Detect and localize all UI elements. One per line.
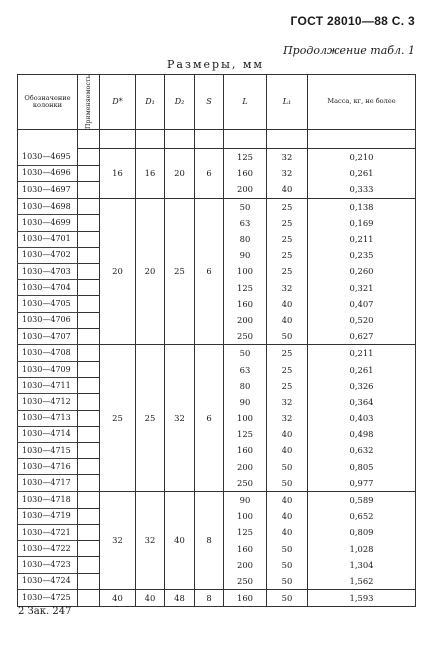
column-code: 1030—4708 <box>18 345 78 362</box>
l1-cell: 50 <box>267 459 308 475</box>
l-cell: 80 <box>224 231 267 247</box>
applicability-cell <box>78 590 100 607</box>
group-s-cell: 6 <box>195 345 224 492</box>
l1-cell: 50 <box>267 573 308 590</box>
applicability-cell <box>78 410 100 426</box>
mass-cell: 0,211 <box>308 345 416 362</box>
l1-cell: 32 <box>267 410 308 426</box>
column-code: 1030—4709 <box>18 362 78 378</box>
l-cell: 125 <box>224 280 267 296</box>
mass-cell: 0,809 <box>308 524 416 540</box>
l-cell: 160 <box>224 296 267 312</box>
standard-header: ГОСТ 28010—88 С. 3 <box>290 14 415 28</box>
mass-cell: 1,562 <box>308 573 416 590</box>
column-code: 1030—4706 <box>18 312 78 328</box>
mass-cell: 0,210 <box>308 149 416 166</box>
l1-cell: 40 <box>267 443 308 459</box>
applicability-cell <box>78 149 100 166</box>
l-cell: 50 <box>224 345 267 362</box>
column-code: 1030—4722 <box>18 541 78 557</box>
group-d-cell: 25 <box>100 345 136 492</box>
l1-cell: 25 <box>267 247 308 263</box>
table-row <box>18 198 416 215</box>
mass-cell: 0,261 <box>308 165 416 181</box>
l-cell: 125 <box>224 426 267 442</box>
l-cell: 50 <box>224 198 267 215</box>
l1-cell: 50 <box>267 328 308 345</box>
column-code: 1030—4714 <box>18 426 78 442</box>
l1-cell: 32 <box>267 165 308 181</box>
mass-cell: 0,407 <box>308 296 416 312</box>
l-cell: 200 <box>224 312 267 328</box>
column-code: 1030—4716 <box>18 459 78 475</box>
l-cell: 160 <box>224 165 267 181</box>
l-cell: 160 <box>224 541 267 557</box>
l-cell: 125 <box>224 524 267 540</box>
applicability-cell <box>78 459 100 475</box>
table-row <box>18 590 416 607</box>
group-d1-cell: 32 <box>136 492 165 590</box>
applicability-cell <box>78 263 100 279</box>
col-l1-header: L₁ <box>267 75 308 130</box>
footer-order-number: 2 Зак. 247 <box>18 606 72 617</box>
l-cell: 250 <box>224 573 267 590</box>
col-d-header: D* <box>100 75 136 130</box>
applicability-cell <box>78 182 100 199</box>
group-d-cell: 16 <box>100 149 136 199</box>
group-d1-cell: 25 <box>136 345 165 492</box>
spacer-row <box>18 130 416 149</box>
l-cell: 100 <box>224 508 267 524</box>
l-cell: 250 <box>224 328 267 345</box>
column-code: 1030—4713 <box>18 410 78 426</box>
mass-cell: 0,211 <box>308 231 416 247</box>
l1-cell: 50 <box>267 475 308 492</box>
mass-cell: 0,627 <box>308 328 416 345</box>
column-code: 1030—4707 <box>18 328 78 345</box>
l-cell: 63 <box>224 362 267 378</box>
group-d1-cell: 16 <box>136 149 165 199</box>
applicability-cell <box>78 443 100 459</box>
l-cell: 160 <box>224 590 267 607</box>
mass-cell: 0,977 <box>308 475 416 492</box>
applicability-cell <box>78 198 100 215</box>
group-d-cell: 20 <box>100 198 136 345</box>
mass-cell: 0,652 <box>308 508 416 524</box>
l-cell: 200 <box>224 182 267 199</box>
col-d2-header: D₂ <box>165 75 195 130</box>
applicability-cell <box>78 247 100 263</box>
l1-cell: 50 <box>267 590 308 607</box>
l1-cell: 25 <box>267 362 308 378</box>
group-d1-cell: 40 <box>136 590 165 607</box>
l1-cell: 50 <box>267 557 308 573</box>
mass-cell: 0,326 <box>308 378 416 394</box>
column-code: 1030—4711 <box>18 378 78 394</box>
table-row <box>18 345 416 362</box>
l1-cell: 32 <box>267 394 308 410</box>
mass-cell: 0,321 <box>308 280 416 296</box>
column-code: 1030—4718 <box>18 492 78 509</box>
applicability-cell <box>78 557 100 573</box>
l-cell: 200 <box>224 459 267 475</box>
l-cell: 200 <box>224 557 267 573</box>
mass-cell: 0,805 <box>308 459 416 475</box>
mass-cell: 0,261 <box>308 362 416 378</box>
column-code: 1030—4702 <box>18 247 78 263</box>
l1-cell: 25 <box>267 378 308 394</box>
group-d2-cell: 25 <box>165 198 195 345</box>
column-code: 1030—4697 <box>18 182 78 199</box>
l-cell: 90 <box>224 492 267 509</box>
applicability-cell <box>78 345 100 362</box>
applicability-cell <box>78 541 100 557</box>
column-code: 1030—4723 <box>18 557 78 573</box>
mass-cell: 0,169 <box>308 215 416 231</box>
group-d2-cell: 20 <box>165 149 195 199</box>
l1-cell: 40 <box>267 296 308 312</box>
l1-cell: 25 <box>267 198 308 215</box>
col-applicability-header <box>78 75 100 130</box>
column-code: 1030—4705 <box>18 296 78 312</box>
mass-cell: 0,235 <box>308 247 416 263</box>
l-cell: 125 <box>224 149 267 166</box>
l1-cell: 40 <box>267 426 308 442</box>
applicability-cell <box>78 573 100 590</box>
column-code: 1030—4715 <box>18 443 78 459</box>
col-code-header: Обозначение колонки <box>18 75 78 130</box>
group-d-cell: 32 <box>100 492 136 590</box>
column-code: 1030—4695 <box>18 149 78 166</box>
applicability-cell <box>78 426 100 442</box>
applicability-cell <box>78 231 100 247</box>
applicability-cell <box>78 524 100 540</box>
mass-cell: 0,498 <box>308 426 416 442</box>
l-cell: 250 <box>224 475 267 492</box>
l-cell: 160 <box>224 443 267 459</box>
column-code: 1030—4701 <box>18 231 78 247</box>
group-s-cell: 8 <box>195 590 224 607</box>
group-d2-cell: 48 <box>165 590 195 607</box>
group-d-cell: 40 <box>100 590 136 607</box>
applicability-cell <box>78 492 100 509</box>
column-code: 1030—4721 <box>18 524 78 540</box>
applicability-cell <box>78 165 100 181</box>
col-s-header: S <box>195 75 224 130</box>
l1-cell: 40 <box>267 492 308 509</box>
l1-cell: 40 <box>267 182 308 199</box>
applicability-cell <box>78 215 100 231</box>
mass-cell: 1,304 <box>308 557 416 573</box>
column-code: 1030—4696 <box>18 165 78 181</box>
applicability-cell <box>78 296 100 312</box>
l1-cell: 40 <box>267 312 308 328</box>
l-cell: 100 <box>224 410 267 426</box>
l-cell: 63 <box>224 215 267 231</box>
l-cell: 100 <box>224 263 267 279</box>
col-l-header: L <box>224 75 267 130</box>
l1-cell: 25 <box>267 263 308 279</box>
column-code: 1030—4699 <box>18 215 78 231</box>
sizes-caption: Размеры, мм <box>167 58 264 71</box>
table-row <box>18 492 416 509</box>
mass-cell: 0,632 <box>308 443 416 459</box>
group-s-cell: 6 <box>195 149 224 199</box>
applicability-label: Применяемость <box>83 75 92 130</box>
column-code: 1030—4725 <box>18 590 78 607</box>
col-d1-header: D₁ <box>136 75 165 130</box>
mass-cell: 0,138 <box>308 198 416 215</box>
l1-cell: 25 <box>267 215 308 231</box>
column-code: 1030—4703 <box>18 263 78 279</box>
mass-cell: 0,589 <box>308 492 416 509</box>
group-d2-cell: 40 <box>165 492 195 590</box>
l1-cell: 25 <box>267 231 308 247</box>
mass-cell: 1,028 <box>308 541 416 557</box>
l-cell: 80 <box>224 378 267 394</box>
applicability-cell <box>78 280 100 296</box>
column-code: 1030—4698 <box>18 198 78 215</box>
col-mass-header: Масса, кг, не более <box>308 75 416 130</box>
applicability-cell <box>78 394 100 410</box>
applicability-cell <box>78 312 100 328</box>
table-continuation-label: Продолжение табл. 1 <box>283 44 415 57</box>
applicability-cell <box>78 475 100 492</box>
applicability-cell <box>78 378 100 394</box>
l1-cell: 40 <box>267 508 308 524</box>
mass-cell: 0,333 <box>308 182 416 199</box>
table-body <box>18 130 416 607</box>
column-code: 1030—4712 <box>18 394 78 410</box>
dimensions-table <box>17 74 416 607</box>
applicability-cell <box>78 328 100 345</box>
l1-cell: 50 <box>267 541 308 557</box>
group-s-cell: 6 <box>195 198 224 345</box>
l-cell: 90 <box>224 247 267 263</box>
group-d2-cell: 32 <box>165 345 195 492</box>
l-cell: 90 <box>224 394 267 410</box>
mass-cell: 0,403 <box>308 410 416 426</box>
applicability-cell <box>78 508 100 524</box>
mass-cell: 1,593 <box>308 590 416 607</box>
l1-cell: 25 <box>267 345 308 362</box>
column-code: 1030—4719 <box>18 508 78 524</box>
mass-cell: 0,260 <box>308 263 416 279</box>
table-row <box>18 149 416 166</box>
l1-cell: 32 <box>267 149 308 166</box>
column-code: 1030—4717 <box>18 475 78 492</box>
table-header-row <box>18 75 416 130</box>
mass-cell: 0,520 <box>308 312 416 328</box>
mass-cell: 0,364 <box>308 394 416 410</box>
group-s-cell: 8 <box>195 492 224 590</box>
l1-cell: 40 <box>267 524 308 540</box>
group-d1-cell: 20 <box>136 198 165 345</box>
l1-cell: 32 <box>267 280 308 296</box>
applicability-cell <box>78 362 100 378</box>
column-code: 1030—4704 <box>18 280 78 296</box>
column-code: 1030—4724 <box>18 573 78 590</box>
